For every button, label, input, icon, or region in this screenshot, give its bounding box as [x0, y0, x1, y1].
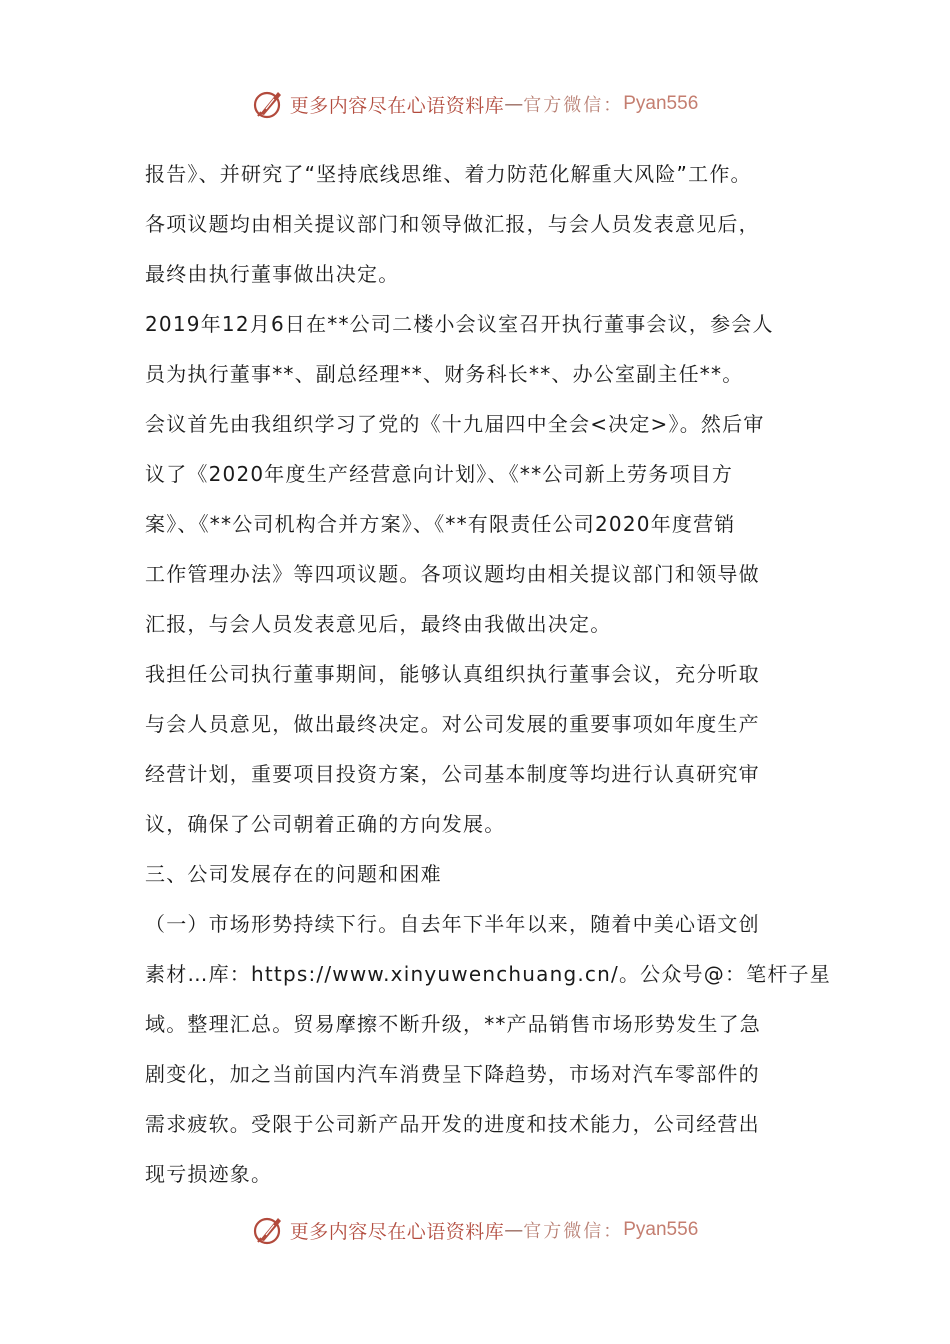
footer-banner	[0, 1210, 950, 1250]
body-line: 议了《2020年度生产经营意向计划》、《**公司新上劳务项目方	[145, 462, 734, 486]
body-line: 汇报，与会人员发表意见后，最终由我做出决定。	[145, 612, 612, 636]
body-line: 2019年12月6日在**公司二楼小会议室召开执行董事会议，参会人	[145, 312, 774, 336]
body-line: 各项议题均由相关提议部门和领导做汇报，与会人员发表意见后，	[145, 212, 760, 236]
body-line: 我担任公司执行董事期间，能够认真组织执行董事会议，充分听取	[145, 662, 760, 686]
body-line: 工作管理办法》等四项议题。各项议题均由相关提议部门和领导做	[145, 562, 760, 586]
quill-logo-icon	[252, 1213, 286, 1247]
body-line: 员为执行董事**、副总经理**、财务科长**、办公室副主任**。	[145, 362, 744, 386]
brand-text: 更多内容尽在心语资料库	[289, 94, 505, 117]
wechat-id: Pyan556	[623, 1219, 699, 1240]
body-line: 议，确保了公司朝着正确的方向发展。	[145, 812, 506, 836]
body-line: 会议首先由我组织学习了党的《十九届四中全会<决定>》。然后审	[145, 412, 765, 436]
body-line: 与会人员意见，做出最终决定。对公司发展的重要事项如年度生产	[145, 712, 760, 736]
separator: —	[504, 93, 524, 115]
wechat-id: Pyan556	[623, 93, 699, 114]
wechat-label: 官方微信：	[523, 95, 624, 116]
document-body	[145, 149, 831, 1199]
body-line: 剧变化，加之当前国内汽车消费呈下降趋势，市场对汽车零部件的	[145, 1062, 760, 1086]
body-line: 最终由执行董事做出决定。	[145, 262, 400, 286]
body-line: 需求疲软。受限于公司新产品开发的进度和技术能力，公司经营出	[145, 1112, 760, 1136]
wechat-label: 官方微信：	[523, 1221, 624, 1242]
body-line: 经营计划，重要项目投资方案，公司基本制度等均进行认真研究审	[145, 762, 760, 786]
body-line: （一）市场形势持续下行。自去年下半年以来，随着中美心语文创	[145, 912, 760, 936]
body-line: 案》、《**公司机构合并方案》、《**有限责任公司2020年度营销	[145, 512, 736, 536]
section-heading: 三、公司发展存在的问题和困难	[145, 862, 442, 886]
separator: —	[504, 1219, 524, 1241]
body-line: 素材…库：https://www.xinyuwenchuang.cn/。公众号@：笔杆子星	[145, 962, 831, 986]
body-line: 报告》、并研究了“坚持底线思维、着力防范化解重大风险”工作。	[145, 162, 752, 186]
header-banner	[0, 84, 950, 124]
body-line: 现亏损迹象。	[145, 1162, 273, 1186]
body-line: 域。整理汇总。贸易摩擦不断升级，**产品销售市场形势发生了急	[145, 1012, 761, 1036]
quill-logo-icon	[252, 87, 286, 121]
brand-text: 更多内容尽在心语资料库	[289, 1220, 505, 1243]
